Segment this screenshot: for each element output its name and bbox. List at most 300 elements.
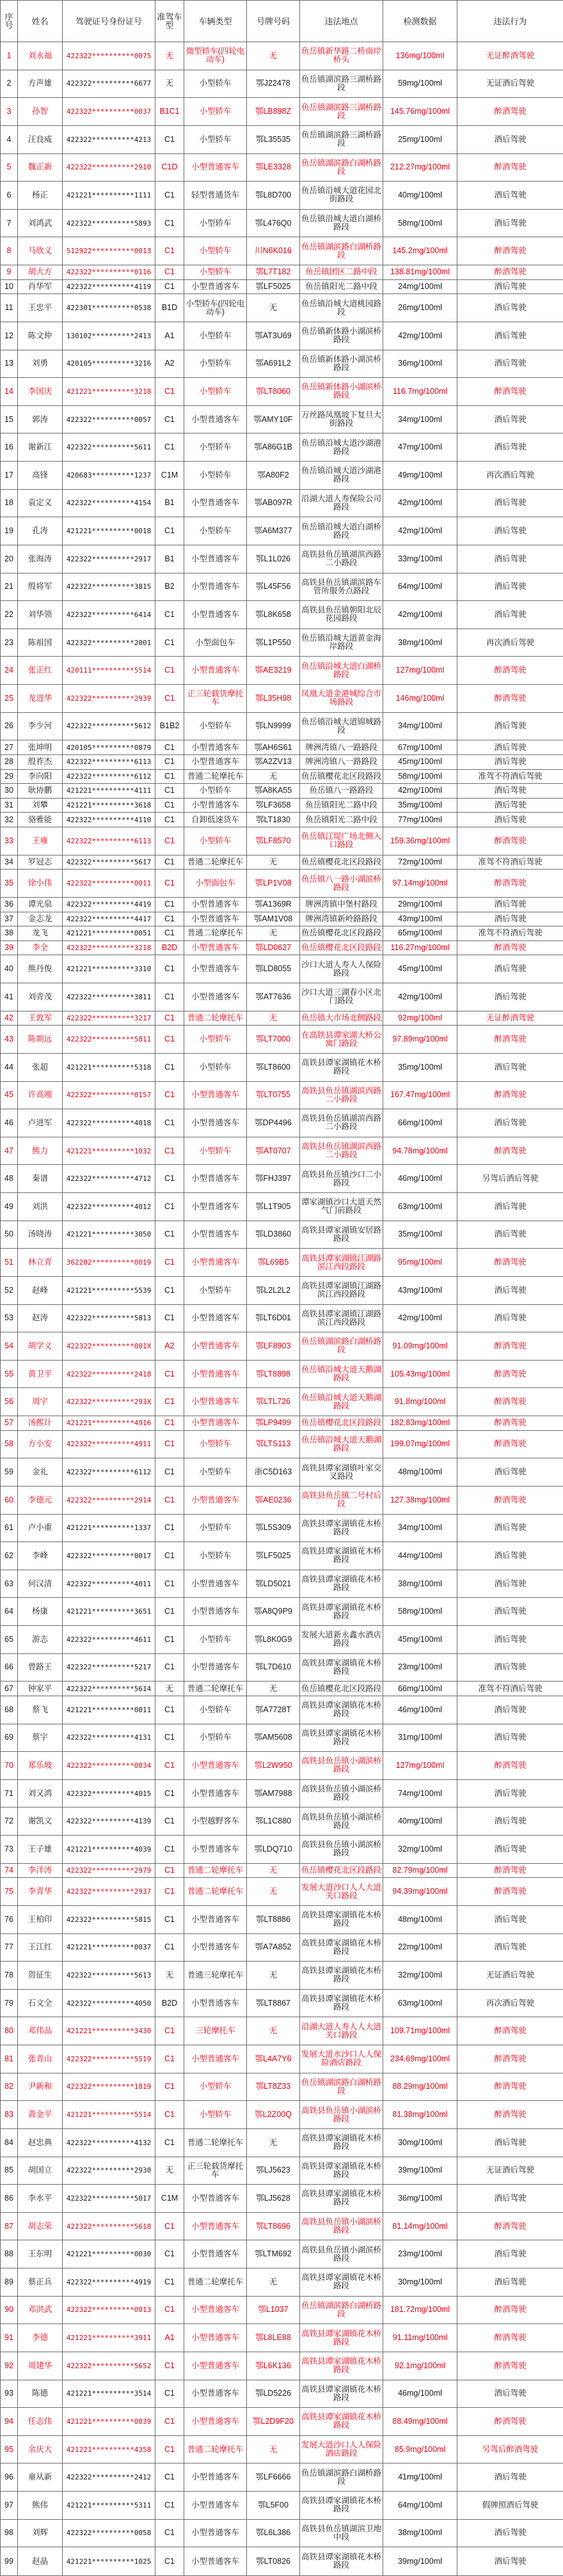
violation-cell: 酒后驾驶 <box>457 2380 563 2408</box>
table-row <box>1 769 563 784</box>
row-number-cell: 73 <box>1 1836 18 1864</box>
location-cell: 在高铁县谭家湖大桥公寓门路段 <box>300 1026 383 1054</box>
table-row <box>1 1388 563 1416</box>
plate-number-cell: 无 <box>247 855 300 870</box>
plate-number-cell: 鄂A8Q9P9 <box>247 1598 300 1626</box>
plate-number-cell: 无 <box>247 2268 300 2297</box>
plate-number-cell: 鄂LF8903 <box>247 1332 300 1361</box>
vehicle-type-cell: 普通二轮摩托车 <box>184 1682 247 1696</box>
id-number-cell: 422322**********5217 <box>63 1653 155 1682</box>
id-number-cell: 421221**********4039 <box>63 1836 155 1864</box>
plate-number-cell: 鄂L7D610 <box>247 1653 300 1682</box>
license-class-cell: C1 <box>155 1081 184 1109</box>
bac-reading-cell: 30mg/100ml <box>383 2128 457 2157</box>
id-number-cell: 421221**********3218 <box>63 378 155 406</box>
plate-number-cell: 鄂L5F00 <box>247 2492 300 2520</box>
table-row <box>1 813 563 827</box>
row-number-cell: 80 <box>1 2017 18 2045</box>
plate-number-cell: 鄂LJ5623 <box>247 2157 300 2185</box>
name-cell: 熊伟 <box>18 2492 63 2520</box>
vehicle-type-cell: 小型面包车 <box>184 628 247 657</box>
violation-cell: 醉酒驾驶 <box>457 2017 563 2045</box>
bac-reading-cell: 47mg/100ml <box>383 433 457 462</box>
vehicle-type-cell: 小型轿车 <box>184 784 247 799</box>
vehicle-type-cell: 普通二轮摩托车 <box>184 2128 247 2157</box>
name-cell: 李向阳 <box>18 769 63 784</box>
license-class-cell: C1M <box>155 2185 184 2213</box>
plate-number-cell: 无 <box>247 769 300 784</box>
row-number-cell: 63 <box>1 1570 18 1598</box>
id-number-cell: 422322**********0034 <box>63 1752 155 1780</box>
bac-reading-cell: 42mg/100ml <box>383 1304 457 1332</box>
name-cell: 王江红 <box>18 1933 63 1962</box>
id-number-cell: 421221**********0011 <box>63 1696 155 1724</box>
vehicle-type-cell: 小型轿车 <box>184 1137 247 1165</box>
location-cell: 鱼岳镇团区二路中段 <box>300 265 383 280</box>
row-number-cell: 35 <box>1 870 18 898</box>
vehicle-type-cell: 小型普通客车 <box>184 1779 247 1807</box>
location-cell: 鱼岳镇新华路二桥南岸桥头 <box>300 42 383 70</box>
location-cell: 万丝路凤凰坡下复旦大街路段 <box>300 405 383 433</box>
location-cell: 发展大道新永鑫水酒店路段 <box>300 1626 383 1654</box>
id-number-cell: 422322**********4419 <box>63 897 155 912</box>
name-cell: 赵峰 <box>18 1276 63 1304</box>
row-number-cell: 9 <box>1 265 18 280</box>
vehicle-type-cell: 小型普通客车 <box>184 601 247 629</box>
name-cell: 殷将军 <box>18 573 63 601</box>
violation-cell: 醉酒驾驶 <box>457 1137 563 1165</box>
plate-number-cell: 鄂A80F2 <box>247 462 300 490</box>
row-number-cell: 30 <box>1 784 18 799</box>
header-cell: 姓名 <box>18 1 63 42</box>
vehicle-type-cell: 小型面包车 <box>184 870 247 898</box>
table-row <box>1 545 563 573</box>
id-number-cell: 422322**********4154 <box>63 489 155 517</box>
id-number-cell: 421221**********1337 <box>63 1514 155 1542</box>
name-cell: 余庆大 <box>18 2435 63 2463</box>
vehicle-type-cell: 小型普通客车 <box>184 2324 247 2352</box>
row-number-cell: 33 <box>1 827 18 855</box>
bac-reading-cell: 97.89mg/100ml <box>383 1026 457 1054</box>
plate-number-cell: 鄂LF3658 <box>247 798 300 813</box>
license-class-cell: C1 <box>155 1165 184 1193</box>
table-row <box>1 489 563 517</box>
plate-number-cell: 鄂L1P550 <box>247 628 300 657</box>
id-number-cell: 422322**********2914 <box>63 1486 155 1514</box>
license-class-cell: C1 <box>155 1779 184 1807</box>
location-cell: 高铁县鱼岳镇湖滨卫地中段 <box>300 2519 383 2547</box>
location-cell: 鱼岳镇沿城大道天鹅湖路段 <box>300 1430 383 1458</box>
table-row <box>1 378 563 406</box>
id-number-cell: 421221**********1025 <box>63 2547 155 2576</box>
bac-reading-cell: 43mg/100ml <box>383 1276 457 1304</box>
violation-cell: 酒后驾驶 <box>457 545 563 573</box>
name-cell: 周建华 <box>18 2352 63 2380</box>
row-number-cell: 38 <box>1 926 18 941</box>
row-number-cell: 64 <box>1 1598 18 1626</box>
plate-number-cell: 鄂LT0755 <box>247 1081 300 1109</box>
table-row <box>1 712 563 740</box>
bac-reading-cell: 58mg/100ml <box>383 769 457 784</box>
bac-reading-cell: 35mg/100ml <box>383 1221 457 1249</box>
plate-number-cell: 鄂A7A852 <box>247 1933 300 1962</box>
name-cell: 王雍 <box>18 827 63 855</box>
location-cell: 牌洲湾镇中堡村路段 <box>300 897 383 912</box>
violation-cell: 酒后驾驶 <box>457 2463 563 2492</box>
name-cell: 陈朝远 <box>18 1026 63 1054</box>
plate-number-cell: 鄂A2ZV13 <box>247 754 300 769</box>
bac-reading-cell: 44mg/100ml <box>383 1542 457 1570</box>
row-number-cell: 79 <box>1 1989 18 2017</box>
plate-number-cell: 鄂LD3860 <box>247 1221 300 1249</box>
location-cell: 高铁县谭家湖镇江湖路滨江西段路段 <box>300 1276 383 1304</box>
license-class-cell: C1 <box>155 2352 184 2380</box>
license-class-cell: B1D <box>155 294 184 322</box>
plate-number-cell: 鄂L2D9F20 <box>247 2408 300 2436</box>
row-number-cell: 98 <box>1 2519 18 2547</box>
license-class-cell: C1 <box>155 2519 184 2547</box>
table-row <box>1 1304 563 1332</box>
name-cell: 周宇 <box>18 1388 63 1416</box>
violation-cell: 酒后驾驶 <box>457 2185 563 2213</box>
id-number-cell: 422322**********0057 <box>63 405 155 433</box>
violation-cell: 醉酒驾驶 <box>457 153 563 182</box>
name-cell: 刘又鸿 <box>18 1779 63 1807</box>
table-row <box>1 784 563 799</box>
license-class-cell: C1 <box>155 1514 184 1542</box>
row-number-cell: 86 <box>1 2185 18 2213</box>
table-row <box>1 1807 563 1836</box>
violation-cell: 醉酒驾驶 <box>457 98 563 126</box>
location-cell: 高铁县谭家湖镇安居路路段 <box>300 1221 383 1249</box>
plate-number-cell: 鄂LF5025 <box>247 1542 300 1570</box>
violation-cell: 醉酒驾驶 <box>457 378 563 406</box>
license-class-cell: C1 <box>155 601 184 629</box>
violation-cell: 酒后驾驶 <box>457 1109 563 1137</box>
plate-number-cell: 鄂AT3U69 <box>247 322 300 350</box>
bac-reading-cell: 34mg/100ml <box>383 712 457 740</box>
violation-cell: 酒后驾驶 <box>457 1276 563 1304</box>
bac-reading-cell: 181.72mg/100ml <box>383 2296 457 2324</box>
violation-cell: 醉酒驾驶 <box>457 1878 563 1906</box>
id-number-cell: 422322**********0075 <box>63 42 155 70</box>
violation-cell: 酒后驾驶 <box>457 322 563 350</box>
license-class-cell: C1 <box>155 1752 184 1780</box>
plate-number-cell: 鄂AT7636 <box>247 983 300 1011</box>
table-row <box>1 2352 563 2380</box>
violation-cell: 酒后驾驶 <box>457 1653 563 1682</box>
vehicle-type-cell: 小型轿车 <box>184 1026 247 1054</box>
name-cell: 尹新和 <box>18 2073 63 2101</box>
name-cell: 殷祚杰 <box>18 754 63 769</box>
id-number-cell: 422322**********0157 <box>63 1081 155 1109</box>
violation-cell: 酒后驾驶 <box>457 2547 563 2576</box>
table-row <box>1 1165 563 1193</box>
bac-reading-cell: 65mg/100ml <box>383 926 457 941</box>
name-cell: 龙飞 <box>18 926 63 941</box>
row-number-cell: 47 <box>1 1137 18 1165</box>
vehicle-type-cell: 小型普通客车 <box>184 1598 247 1626</box>
violation-cell: 醉酒驾驶 <box>457 2352 563 2380</box>
vehicle-type-cell: 小型普通客车 <box>184 1165 247 1193</box>
violation-cell: 酒后驾驶 <box>457 813 563 827</box>
id-number-cell: 422322**********4712 <box>63 1165 155 1193</box>
violation-cell: 酒后驾驶 <box>457 912 563 926</box>
row-number-cell: 97 <box>1 2492 18 2520</box>
table-row <box>1 350 563 378</box>
bac-reading-cell: 92mg/100ml <box>383 1011 457 1026</box>
license-class-cell: C1 <box>155 209 184 237</box>
row-number-cell: 32 <box>1 813 18 827</box>
location-cell: 鱼岳镇八一路小湖滨桥路段 <box>300 870 383 898</box>
vehicle-type-cell: 小型普通客车 <box>184 1905 247 1933</box>
id-number-cell: 421221**********5311 <box>63 2492 155 2520</box>
license-class-cell: C1 <box>155 926 184 941</box>
license-class-cell: C1 <box>155 855 184 870</box>
id-number-cell: 422322**********4018 <box>63 1109 155 1137</box>
violation-cell: 酒后驾驶 <box>457 601 563 629</box>
violation-cell: 酒后驾驶 <box>457 712 563 740</box>
violation-cell: 醉酒驾驶 <box>457 827 563 855</box>
plate-number-cell: 鄂L5S309 <box>247 1514 300 1542</box>
vehicle-type-cell: 小型轿车 <box>184 433 247 462</box>
license-class-cell: B1B2 <box>155 712 184 740</box>
name-cell: 蔡正兵 <box>18 2268 63 2297</box>
location-cell: 鱼岳镇新体路小湖滨桥路段 <box>300 378 383 406</box>
table-row <box>1 926 563 941</box>
location-cell: 高铁县鱼岳镇小湖滨桥路段 <box>300 2101 383 2129</box>
location-cell: 高铁县谭家湖镇花木桥路段 <box>300 1653 383 1682</box>
location-cell: 高铁县鱼岳镇湖滨西路二小路段 <box>300 1081 383 1109</box>
row-number-cell: 43 <box>1 1026 18 1054</box>
name-cell: 肖华军 <box>18 279 63 294</box>
bac-reading-cell: 92.1mg/100ml <box>383 2352 457 2380</box>
bac-reading-cell: 39mg/100ml <box>383 2157 457 2185</box>
table-row <box>1 1416 563 1431</box>
id-number-cell: 422322**********6112 <box>63 769 155 784</box>
table-row <box>1 897 563 912</box>
table-row <box>1 2017 563 2045</box>
violation-cell: 酒后驾驶 <box>457 1458 563 1487</box>
id-number-cell: 422322**********2418 <box>63 1360 155 1388</box>
violation-cell: 再次酒后驾驶 <box>457 628 563 657</box>
bac-reading-cell: 36mg/100ml <box>383 2185 457 2213</box>
table-row <box>1 1081 563 1109</box>
id-number-cell: 422322**********5519 <box>63 2045 155 2073</box>
plate-number-cell: 鄂LTM692 <box>247 2240 300 2268</box>
violation-cell: 酒后驾驶 <box>457 1193 563 1221</box>
violation-cell: 酒后驾驶 <box>457 740 563 755</box>
violation-cell: 酒后驾驶 <box>457 573 563 601</box>
id-number-cell: 422322**********4012 <box>63 1193 155 1221</box>
location-cell: 高铁县谭家湖镇江湖路滨江西段路段 <box>300 1249 383 1277</box>
bac-reading-cell: 23mg/100ml <box>383 1653 457 1682</box>
vehicle-type-cell: 小型普通客车 <box>184 955 247 983</box>
plate-number-cell: 鄂L6L386 <box>247 2519 300 2547</box>
license-class-cell: C1 <box>155 2101 184 2129</box>
violation-cell: 酒后驾驶 <box>457 405 563 433</box>
violation-cell: 酒后驾驶 <box>457 517 563 545</box>
location-cell: 鱼岳镇阳光二路中段 <box>300 813 383 827</box>
vehicle-type-cell: 小型普通客车 <box>184 2185 247 2213</box>
name-cell: 王忠平 <box>18 294 63 322</box>
vehicle-type-cell: 小型普通客车 <box>184 1752 247 1780</box>
name-cell: 杨正 <box>18 182 63 210</box>
table-row <box>1 2519 563 2547</box>
violation-cell: 酒后驾驶 <box>457 1598 563 1626</box>
plate-number-cell: 鄂AM7988 <box>247 1779 300 1807</box>
violation-cell: 再次酒后驾驶 <box>457 1989 563 2017</box>
location-cell: 鱼岳镇湖滨路白湖桥路段 <box>300 153 383 182</box>
license-class-cell: C1 <box>155 517 184 545</box>
id-number-cell: 422322**********5811 <box>63 1026 155 1054</box>
plate-number-cell: 鄂A6M377 <box>247 517 300 545</box>
vehicle-type-cell: 小型轿车 <box>184 1696 247 1724</box>
table-row <box>1 2408 563 2436</box>
table-row <box>1 237 563 265</box>
vehicle-type-cell: 小型普通客车 <box>184 798 247 813</box>
table-row <box>1 740 563 755</box>
plate-number-cell: 鄂L45F56 <box>247 573 300 601</box>
violation-cell: 酒后驾驶 <box>457 2240 563 2268</box>
id-number-cell: 421221**********0037 <box>63 1933 155 1962</box>
id-number-cell: 422322**********0011 <box>63 870 155 898</box>
bac-reading-cell: 63mg/100ml <box>383 1989 457 2017</box>
violation-cell: 醉酒驾驶 <box>457 1752 563 1780</box>
id-number-cell: 422322**********5617 <box>63 855 155 870</box>
license-class-cell: C1 <box>155 2408 184 2436</box>
row-number-cell: 12 <box>1 322 18 350</box>
name-cell: 耿协鹏 <box>18 784 63 799</box>
violation-cell: 酒后驾驶 <box>457 2128 563 2157</box>
id-number-cell: 422322**********4911 <box>63 1430 155 1458</box>
name-cell: 熊力 <box>18 1137 63 1165</box>
license-class-cell: B2D <box>155 941 184 955</box>
plate-number-cell: 鄂L7T182 <box>247 265 300 280</box>
table-row <box>1 827 563 855</box>
id-number-cell: 420105**********3216 <box>63 350 155 378</box>
location-cell: 高铁县鱼岳镇湖滨西路二小路段 <box>300 1109 383 1137</box>
license-class-cell: C1 <box>155 1486 184 1514</box>
location-cell: 高铁县鱼岳镇二号村后段 <box>300 1486 383 1514</box>
row-number-cell: 59 <box>1 1458 18 1487</box>
violation-cell: 无证醉酒驾驶 <box>457 42 563 70</box>
id-number-cell: 422322**********5017 <box>63 2185 155 2213</box>
vehicle-type-cell: 小型轿车 <box>184 1458 247 1487</box>
plate-number-cell: 鄂L1L026 <box>247 545 300 573</box>
table-row <box>1 2296 563 2324</box>
table-body <box>1 42 563 2576</box>
plate-number-cell: 鄂AMY10F <box>247 405 300 433</box>
id-number-cell: 422322**********4119 <box>63 279 155 294</box>
location-cell: 高铁县谭家湖镇花木桥路段 <box>300 1542 383 1570</box>
location-cell: 高铁县谭家湖镇花木桥路段 <box>300 2268 383 2297</box>
location-cell: 鱼岳镇沿城大道天鹅湖路段 <box>300 1360 383 1388</box>
table-row <box>1 1878 563 1906</box>
violation-cell: 酒后驾驶 <box>457 209 563 237</box>
location-cell: 鱼岳镇新体路小湖滨桥路段 <box>300 350 383 378</box>
location-cell: 高铁县谭家湖镇叶家交叉路段 <box>300 1458 383 1487</box>
bac-reading-cell: 24mg/100ml <box>383 279 457 294</box>
location-cell: 鱼岳镇湖滨路三湖桥路段 <box>300 125 383 153</box>
license-class-cell: 无 <box>155 1962 184 1990</box>
name-cell: 贺征生 <box>18 1962 63 1990</box>
vehicle-type-cell: 自卸低速货车 <box>184 813 247 827</box>
row-number-cell: 5 <box>1 153 18 182</box>
id-number-cell: 422322**********5613 <box>63 1962 155 1990</box>
vehicle-type-cell: 小型轿车 <box>184 1514 247 1542</box>
vehicle-type-cell: 小型轿车 <box>184 1276 247 1304</box>
bac-reading-cell: 116.27mg/100ml <box>383 941 457 955</box>
bac-reading-cell: 199.07mg/100ml <box>383 1430 457 1458</box>
vehicle-type-cell: 普通三轮摩托车 <box>184 1962 247 1990</box>
license-class-cell: B1 <box>155 545 184 573</box>
violation-cell: 无证醉酒驾驶 <box>457 1011 563 1026</box>
license-class-cell: C1 <box>155 1360 184 1388</box>
location-cell: 鱼岳镇沿城大道桃园路段 <box>300 294 383 322</box>
location-cell: 高铁县谭家湖镇花木桥路段 <box>300 1962 383 1990</box>
location-cell: 高铁县鱼岳镇湖滨路车管所服务点路段 <box>300 573 383 601</box>
violation-cell: 醉酒驾驶 <box>457 265 563 280</box>
location-cell: 鱼岳镇湖滨路白湖桥路段 <box>300 2073 383 2101</box>
vehicle-type-cell: 小型轿车 <box>184 1053 247 1081</box>
row-number-cell: 13 <box>1 350 18 378</box>
table-row <box>1 125 563 153</box>
row-number-cell: 93 <box>1 2380 18 2408</box>
plate-number-cell: 鄂L69B5 <box>247 1249 300 1277</box>
bac-reading-cell: 91.09mg/100ml <box>383 1332 457 1361</box>
row-number-cell: 56 <box>1 1388 18 1416</box>
id-number-cell: 422322**********5614 <box>63 1682 155 1696</box>
row-number-cell: 23 <box>1 628 18 657</box>
bac-reading-cell: 42mg/100ml <box>383 601 457 629</box>
violation-cell: 酒后驾驶 <box>457 1626 563 1654</box>
location-cell: 鱼岳镇湖滨路三湖桥路段 <box>300 98 383 126</box>
plate-number-cell: 鄂LT7000 <box>247 1026 300 1054</box>
plate-number-cell: 浙C5D163 <box>247 1458 300 1487</box>
table-row <box>1 1779 563 1807</box>
vehicle-type-cell: 三轮摩托车 <box>184 2017 247 2045</box>
license-class-cell: C1 <box>155 279 184 294</box>
row-number-cell: 99 <box>1 2547 18 2576</box>
violation-cell: 醉酒驾驶 <box>457 657 563 685</box>
location-cell: 高铁县鱼岳镇小湖滨桥路段 <box>300 1779 383 1807</box>
name-cell: 王柏印 <box>18 1905 63 1933</box>
vehicle-type-cell: 小型普通客车 <box>184 1388 247 1416</box>
bac-reading-cell: 35mg/100ml <box>383 798 457 813</box>
plate-number-cell: 鄂LT8867 <box>247 1989 300 2017</box>
violation-cell: 醉酒驾驶 <box>457 1416 563 1431</box>
license-class-cell: C1 <box>155 1109 184 1137</box>
plate-number-cell: 川N6K016 <box>247 237 300 265</box>
id-number-cell: 422322**********1819 <box>63 2073 155 2101</box>
table-row <box>1 433 563 462</box>
vehicle-type-cell: 小型轿车 <box>184 1724 247 1752</box>
table-row <box>1 754 563 769</box>
license-class-cell: C1 <box>155 1304 184 1332</box>
bac-reading-cell: 81.14mg/100ml <box>383 2212 457 2240</box>
license-class-cell: C1 <box>155 1221 184 1249</box>
location-cell: 高铁县谭家湖镇花木桥路段 <box>300 1696 383 1724</box>
location-cell: 鱼岳镇沿城大道天鹅湖路段 <box>300 1388 383 1416</box>
plate-number-cell: 鄂LF8570 <box>247 827 300 855</box>
table-row <box>1 628 563 657</box>
license-class-cell: C1 <box>155 1863 184 1878</box>
table-row <box>1 1836 563 1864</box>
bac-reading-cell: 63mg/100ml <box>383 1193 457 1221</box>
bac-reading-cell: 42mg/100ml <box>383 784 457 799</box>
name-cell: 陈祖国 <box>18 628 63 657</box>
